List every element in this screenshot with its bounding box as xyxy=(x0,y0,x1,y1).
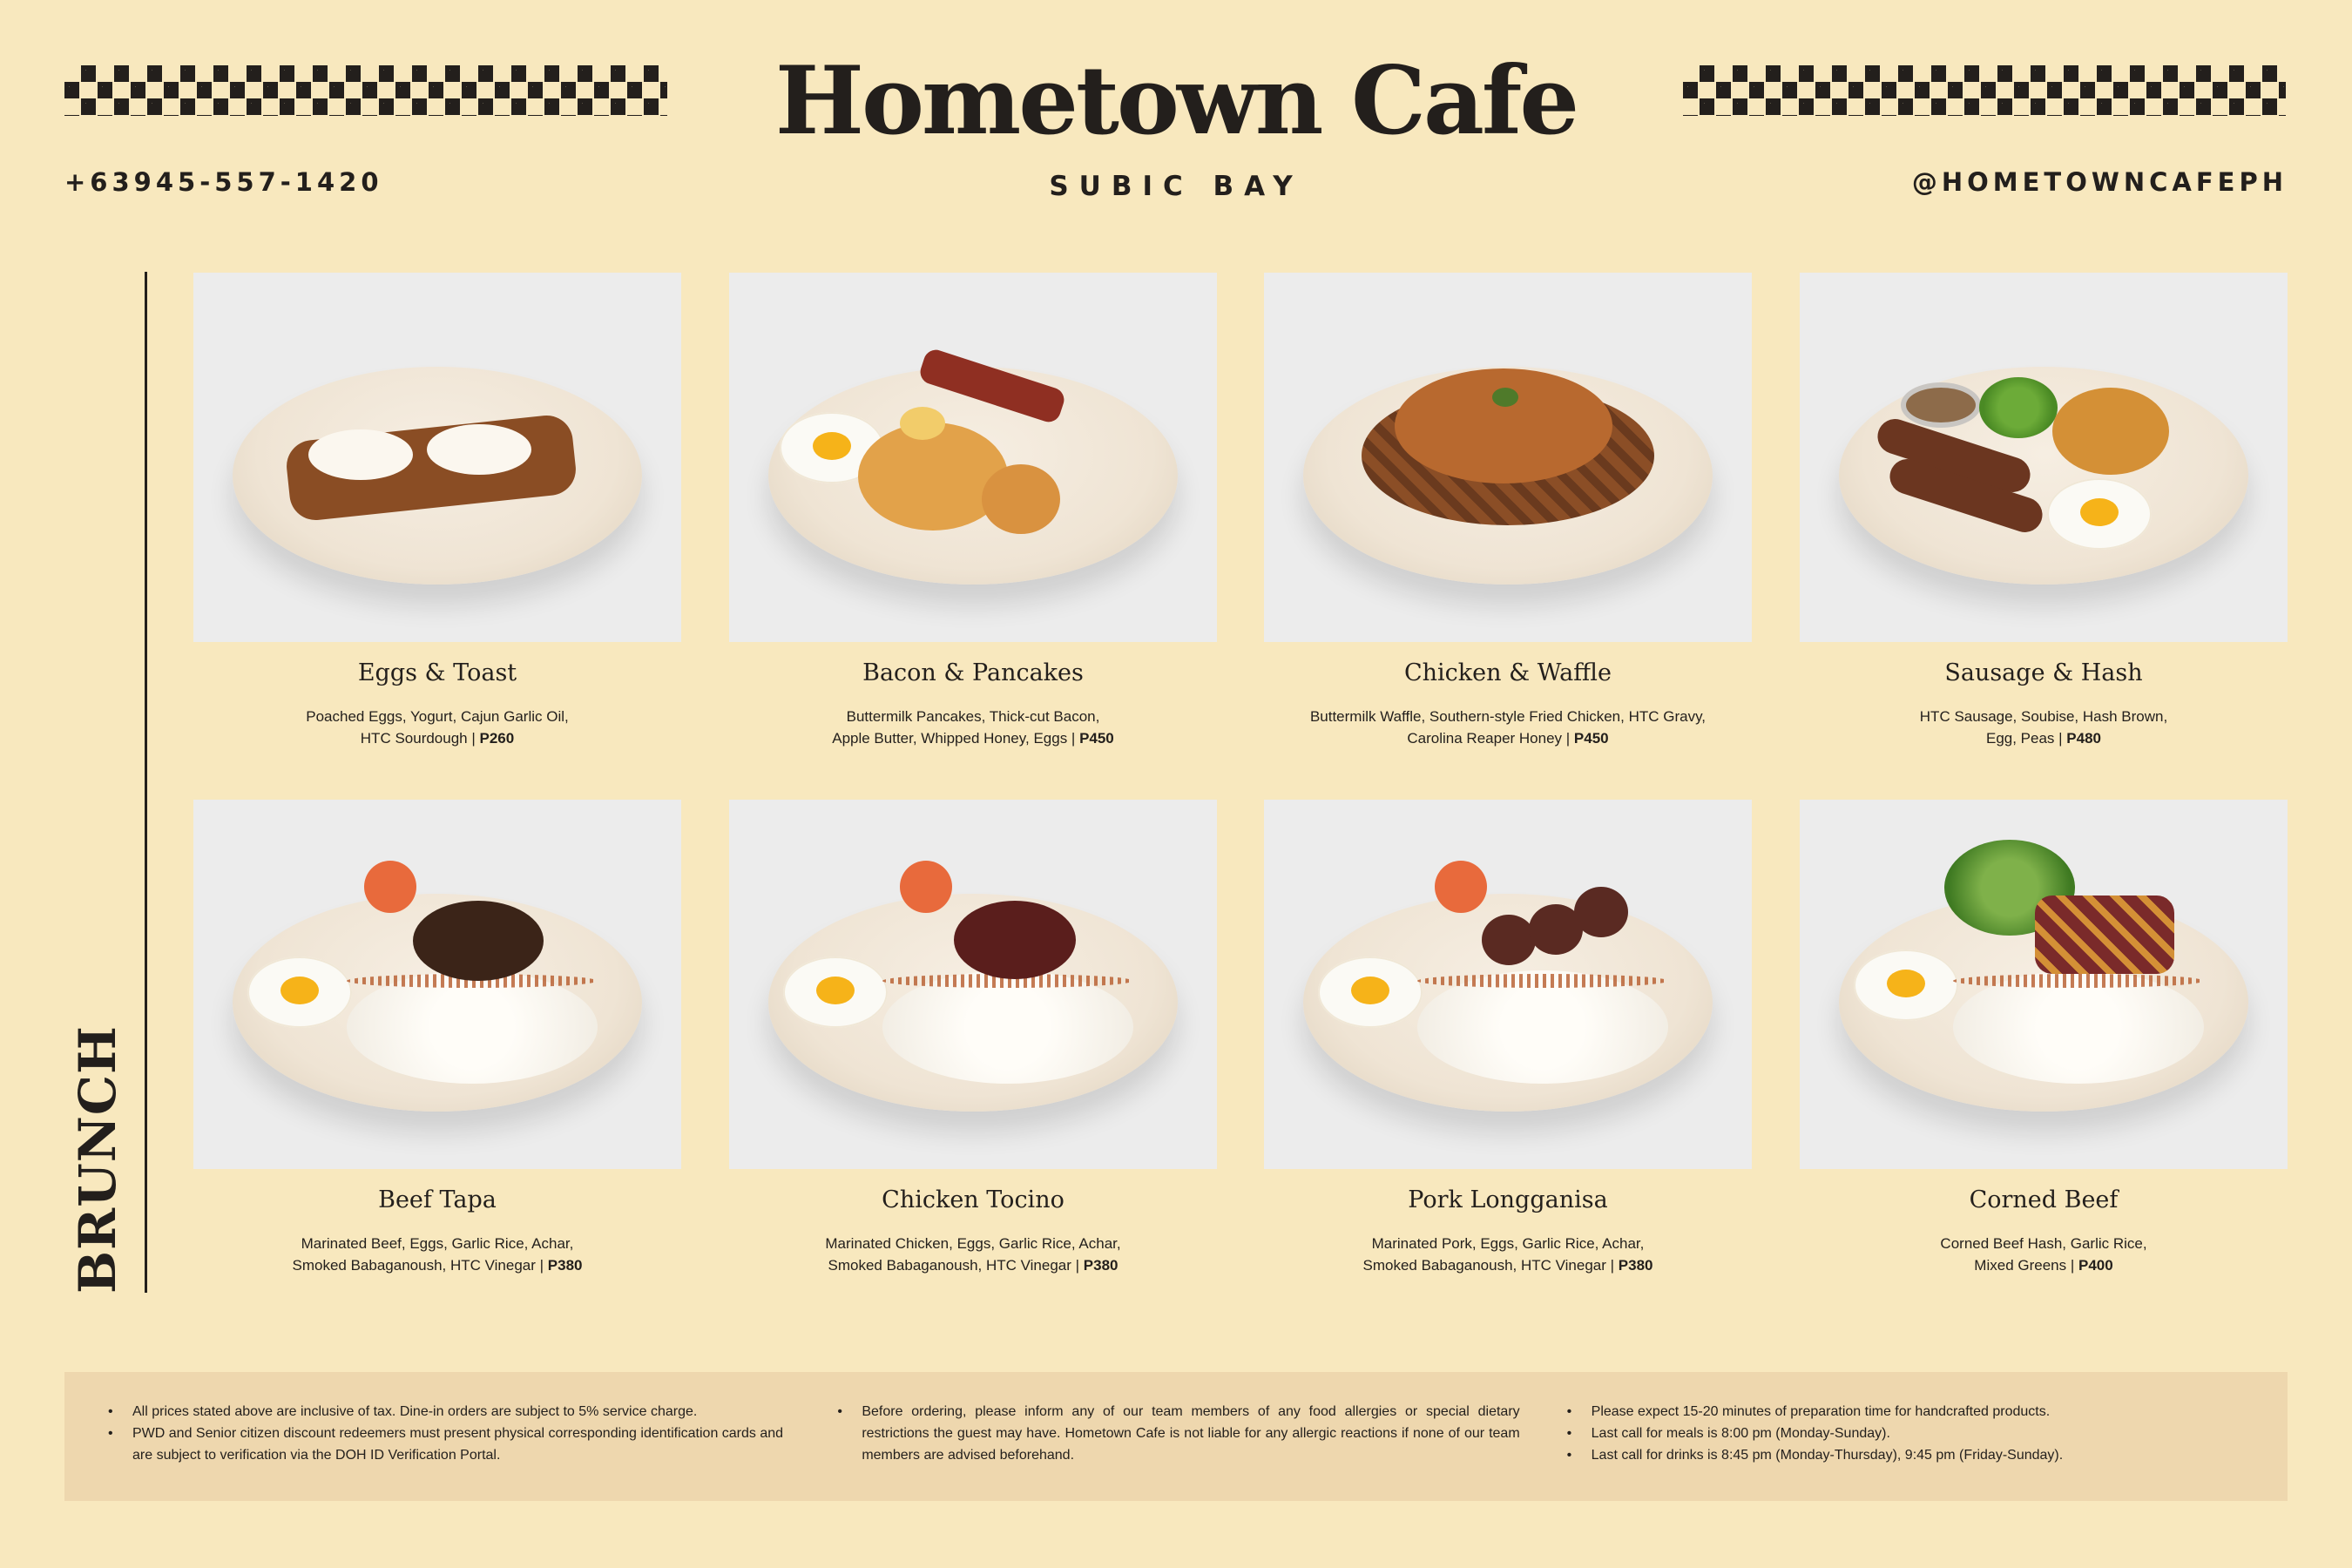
footer-notes xyxy=(64,1372,2288,1501)
menu-item xyxy=(729,800,1217,1276)
dish-price: P480 xyxy=(2066,730,2101,747)
dish-photo xyxy=(729,273,1217,642)
dish-photo xyxy=(1264,800,1752,1169)
note-item: • Last call for meals is 8:00 pm (Monday-Sunday). xyxy=(1567,1423,2249,1444)
menu-item xyxy=(1800,800,2288,1276)
note-item: • PWD and Senior citizen discount redeemers must present physical corresponding identification cards and are subject to verification via the DOH ID Verification Portal. xyxy=(108,1423,790,1466)
dish-photo xyxy=(193,273,681,642)
dish-name: Chicken Tocino xyxy=(882,1186,1064,1213)
dish-description: Corned Beef Hash, Garlic Rice, Mixed Greens | P400 xyxy=(1940,1235,2147,1274)
dish-photo xyxy=(193,800,681,1169)
dish-name: Chicken & Waffle xyxy=(1403,659,1612,686)
dish-price: P450 xyxy=(1573,730,1609,747)
notes-column xyxy=(811,1401,1540,1501)
section-title: BRUNCH xyxy=(68,1025,127,1294)
dish-name: Beef Tapa xyxy=(378,1186,497,1213)
location-label: SUBIC BAY xyxy=(1049,171,1303,202)
dish-price: P380 xyxy=(1618,1257,1653,1274)
phone-number: +63945-557-1420 xyxy=(64,167,383,197)
menu-item xyxy=(1264,800,1752,1276)
dish-price: P450 xyxy=(1079,730,1114,747)
menu-item xyxy=(193,273,681,749)
dish-price: P400 xyxy=(2078,1257,2113,1274)
dish-name: Pork Longganisa xyxy=(1408,1186,1608,1213)
dish-price: P380 xyxy=(1083,1257,1119,1274)
social-handle: @HOMETOWNCAFEPH xyxy=(1911,167,2288,197)
brand-logo: Hometown Cafe xyxy=(774,46,1578,156)
dish-name: Sausage & Hash xyxy=(1944,659,2143,686)
notes-column xyxy=(82,1401,811,1501)
notes-column xyxy=(1541,1401,2270,1501)
dish-photo xyxy=(1800,273,2288,642)
dish-price: P260 xyxy=(479,730,515,747)
dish-description: Marinated Beef, Eggs, Garlic Rice, Achar, Smoked Babaganoush, HTC Vinegar | P380 xyxy=(292,1235,583,1274)
dish-photo xyxy=(1800,800,2288,1169)
dish-description: Marinated Chicken, Eggs, Garlic Rice, Achar, Smoked Babaganoush, HTC Vinegar | P380 xyxy=(825,1235,1121,1274)
menu-item xyxy=(193,800,681,1276)
dish-name: Eggs & Toast xyxy=(357,659,517,686)
dish-price: P380 xyxy=(547,1257,583,1274)
section-divider xyxy=(145,272,147,1293)
menu-item xyxy=(1800,273,2288,749)
dish-name: Bacon & Pancakes xyxy=(862,659,1084,686)
menu-item xyxy=(729,273,1217,749)
dish-description: Poached Eggs, Yogurt, Cajun Garlic Oil, HTC Sourdough | P260 xyxy=(306,708,569,747)
dish-name: Corned Beef xyxy=(1969,1186,2119,1213)
dish-photo xyxy=(1264,273,1752,642)
menu-item xyxy=(1264,273,1752,749)
note-item: • Before ordering, please inform any of our team members of any food allergies or special dietary restrictions the guest may have. Hometown Cafe is not liable for any allergic reactions if none of our team members are advised beforehand. xyxy=(837,1401,1519,1466)
note-item: • All prices stated above are inclusive of tax. Dine-in orders are subject to 5% service charge. xyxy=(108,1401,790,1423)
dish-description: HTC Sausage, Soubise, Hash Brown, Egg, Peas | P480 xyxy=(1919,708,2168,747)
note-item: • Last call for drinks is 8:45 pm (Monday-Thursday), 9:45 pm (Friday-Sunday). xyxy=(1567,1444,2249,1466)
dish-description: Marinated Pork, Eggs, Garlic Rice, Achar, Smoked Babaganoush, HTC Vinegar | P380 xyxy=(1362,1235,1653,1274)
dish-description: Buttermilk Waffle, Southern-style Fried Chicken, HTC Gravy, Carolina Reaper Honey | P450 xyxy=(1309,708,1707,747)
dish-photo xyxy=(729,800,1217,1169)
note-item: • Please expect 15-20 minutes of preparation time for handcrafted products. xyxy=(1567,1401,2249,1423)
dish-description: Buttermilk Pancakes, Thick-cut Bacon, Apple Butter, Whipped Honey, Eggs | P450 xyxy=(832,708,1114,747)
